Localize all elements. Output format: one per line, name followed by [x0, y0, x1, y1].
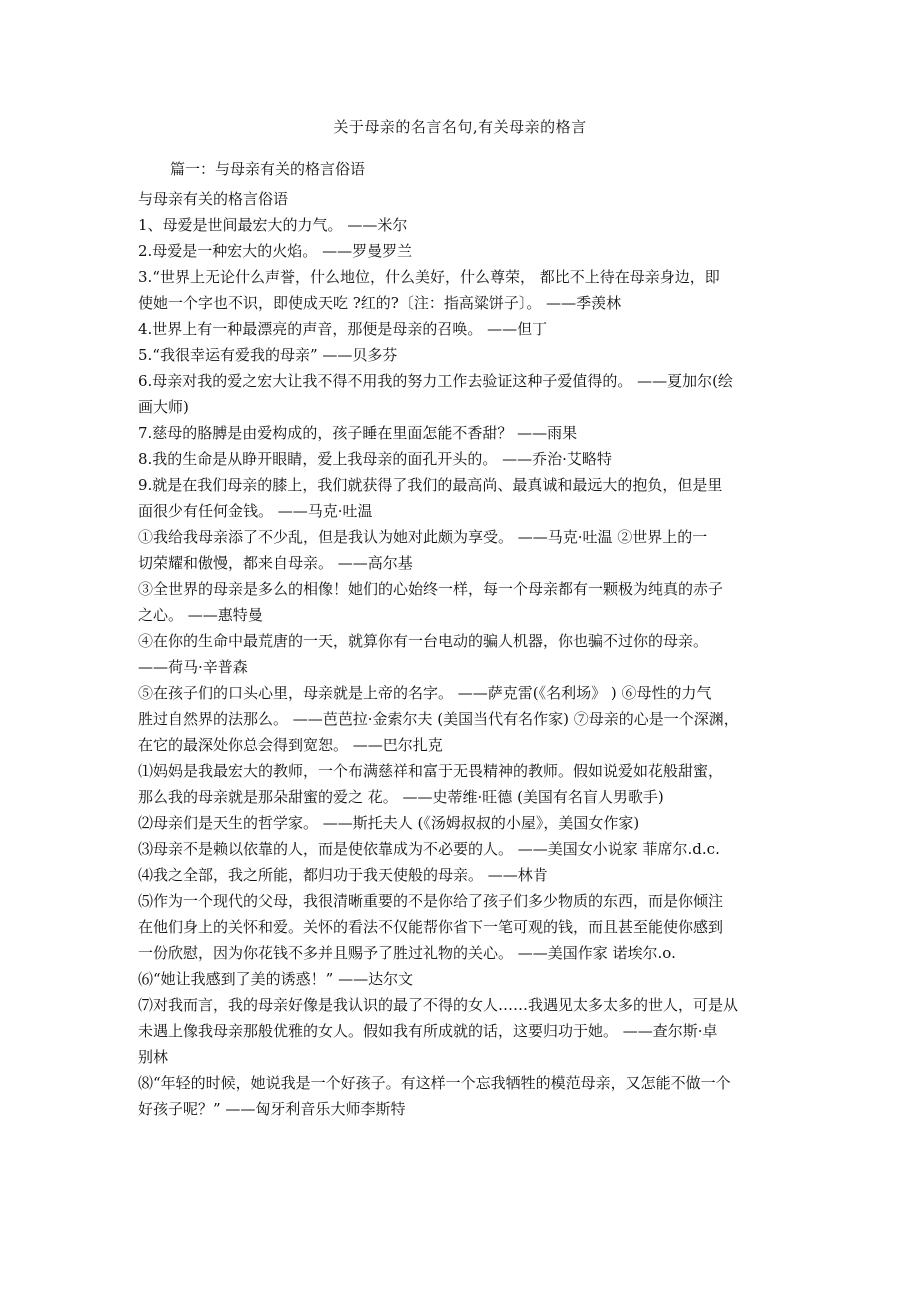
text-line: ⑷我之全部，我之所能，都归功于我天使般的母亲。 ——林肯	[138, 866, 548, 884]
text-line: ⑻“年轻的时候，她说我是一个好孩子。有这样一个忘我牺牲的模范母亲，又怎能不做一个	[138, 1074, 731, 1092]
text-line: 6.母亲对我的爱之宏大让我不得不用我的努力工作去验证这种子爱值得的。 ——夏加尔(绘	[138, 372, 733, 390]
text-line: 胜过自然界的法那么。 ——芭芭拉·金索尔夫 (美国当代有名作家) ⑦母亲的心是一个深渊，	[138, 710, 739, 728]
text-line: ①我给我母亲添了不少乱，但是我认为她对此颇为享受。 ——马克·吐温 ②世界上的一	[138, 528, 708, 546]
text-line: 画大师)	[138, 398, 189, 416]
text-line: 5.“我很幸运有爱我的母亲” ——贝多芬	[138, 346, 398, 364]
text-line: 一份欣慰，因为你花钱不多并且赐予了胜过礼物的关心。 ——美国作家 诺埃尔.o.	[138, 944, 676, 962]
text-line: ③全世界的母亲是多么的相像！她们的心始终一样，每一个母亲都有一颗极为纯真的赤子	[138, 580, 724, 598]
text-line: 1、母爱是世间最宏大的力气。 ——米尔	[138, 216, 408, 234]
text-line: 8.我的生命是从睁开眼睛，爱上我母亲的面孔开头的。 ——乔治·艾略特	[138, 450, 612, 468]
text-line: 与母亲有关的格言俗语	[138, 190, 289, 208]
document-title: 关于母亲的名言名句,有关母亲的格言	[333, 118, 587, 136]
text-line: 4.世界上有一种最漂亮的声音，那便是母亲的召唤。 ——但丁	[138, 320, 548, 338]
text-line: 在它的最深处你总会得到宽恕。 ——巴尔扎克	[138, 736, 443, 754]
text-line: ⑵母亲们是天生的哲学家。 ——斯托夫人 (《汤姆叔叔的小屋》，美国女作家)	[138, 814, 640, 832]
text-line: 好孩子呢？” ——匈牙利音乐大师李斯特	[138, 1100, 406, 1118]
text-line: 9.就是在我们母亲的膝上，我们就获得了我们的最高尚、最真诚和最远大的抱负，但是里	[138, 476, 723, 494]
text-line: ——荷马·辛普森	[138, 658, 248, 676]
text-line: ④在你的生命中最荒唐的一天，就算你有一台电动的骗人机器，你也骗不过你的母亲。	[138, 632, 709, 650]
text-line: 未遇上像我母亲那般优雅的女人。假如我有所成就的话，这要归功于她。 ——查尔斯·卓	[138, 1022, 718, 1040]
text-line: 7.慈母的胳膊是由爱构成的，孩子睡在里面怎能不香甜？ ——雨果	[138, 424, 578, 442]
text-line: 切荣耀和傲慢，都来自母亲。 ——高尔基	[138, 554, 413, 572]
text-line: 别林	[138, 1048, 169, 1066]
text-line: 之心。 ——惠特曼	[138, 606, 263, 624]
text-line: 使她一个字也不识，即使成天吃 ?红的?〔注：指高粱饼子〕。 ——季羡林	[138, 294, 622, 312]
text-line: ⑤在孩子们的口头心里，母亲就是上帝的名字。 ——萨克雷(《名利场》 ) ⑥母性的力气	[138, 684, 712, 702]
text-line: ⑹“她让我感到了美的诱惑！” ——达尔文	[138, 970, 414, 988]
text-line: 那么我的母亲就是那朵甜蜜的爱之 花。 ——史蒂维·旺德 (美国有名盲人男歌手)	[138, 788, 664, 806]
text-line: 3.“世界上无论什么声誉，什么地位，什么美好，什么尊荣， 都比不上待在母亲身边，即	[138, 268, 720, 286]
text-line: ⑴妈妈是我最宏大的教师，一个布满慈祥和富于无畏精神的教师。假如说爱如花般甜蜜，	[138, 762, 724, 780]
text-line: ⑸作为一个现代的父母，我很清晰重要的不是你给了孩子们多少物质的东西，而是你倾注	[138, 892, 724, 910]
document-body	[138, 186, 798, 1122]
text-line: 在他们身上的关怀和爱。关怀的看法不仅能帮你省下一笔可观的钱，而且甚至能使你感到	[138, 918, 724, 936]
text-line: ⑺对我而言，我的母亲好像是我认识的最了不得的女人……我遇见太多太多的世人，可是从	[138, 996, 739, 1014]
text-line: 面很少有任何金钱。 ——马克·吐温	[138, 502, 373, 520]
section-heading: 篇一：与母亲有关的格言俗语	[170, 160, 366, 178]
text-line: ⑶母亲不是赖以依靠的人，而是使依靠成为不必要的人。 ——美国女小说家 菲席尔.d.c.	[138, 840, 720, 858]
text-line: 2.母爱是一种宏大的火焰。 ——罗曼罗兰	[138, 242, 413, 260]
